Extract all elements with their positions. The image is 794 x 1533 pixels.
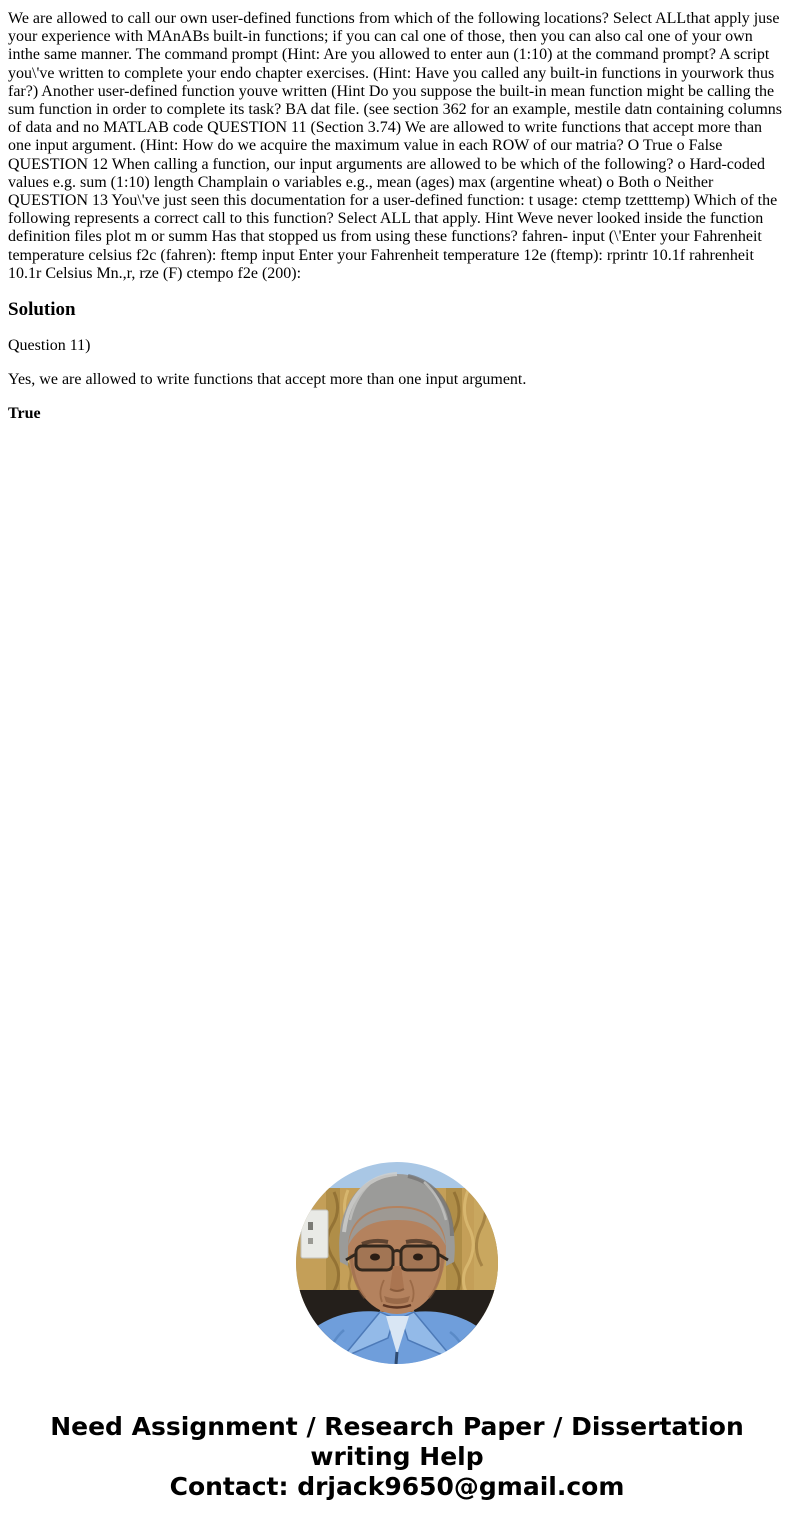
person-avatar-image [296, 1162, 498, 1364]
avatar-container [296, 1162, 498, 1364]
footer-banner [0, 1412, 794, 1502]
footer-line-1: Need Assignment / Research Paper / Dissertation [50, 1412, 744, 1441]
question-number-label: Question 11) [8, 337, 91, 355]
avatar-wall-plate [301, 1210, 328, 1258]
question-paragraph: We are allowed to call our own user-defined functions from which of the following locations? Select ALLthat apply juse your experience with MAnABs built-in functions; if you can cal one of those, then you can also cal one of your own inthe same manner. The command prompt (Hint: Are you allowed to enter aun (1:10) at the command prompt? A script you\'ve written to complete your endo chapter exercises. (Hint: Have you called any built-in functions in yourwork thus far?) Another user-defined function youve written (Hint Do you suppose the built-in mean function might be calling the sum function in order to complete its task? BA dat file. (see section 362 for an example, mestile datn containing columns of data and no MATLAB code QUESTION 11 (Section 3.74) We are allowed to write functions that accept more than one input argument. (Hint: How do we acquire the maximum value in each ROW of our matria? O True o False QUESTION 12 When calling a function, our input arguments are allowed to be which of the following? o Hard-coded values e.g. sum (1:10) length Champlain o variables e.g., mean (ages) max (argentine wheat) o Both o Neither QUESTION 13 You\'ve just seen this documentation for a user-defined function: t usage: ctemp tzetttemp) Which of the following represents a correct call to this function? Select ALL that apply. Hint Weve never looked inside the function definition files plot m or summ Has that stopped us from using these functions? fahren- input (\'Enter your Fahrenheit temperature celsius f2c (fahren): ftemp input Enter your Fahrenheit temperature 12e (ftemp): rprintr 10.1f rahrenheit 10.1r Celsius Mn.,r, rze (F) ctempo f2e (200): [8, 10, 783, 282]
page [0, 10, 794, 1501]
answer-text: Yes, we are allowed to write functions that accept more than one input argument. [8, 371, 527, 389]
footer-contact-line: Contact: drjack9650@gmail.com [169, 1472, 625, 1501]
answer-value: True [8, 405, 41, 423]
solution-heading: Solution [8, 299, 76, 321]
footer-line-2: writing Help [310, 1442, 484, 1471]
